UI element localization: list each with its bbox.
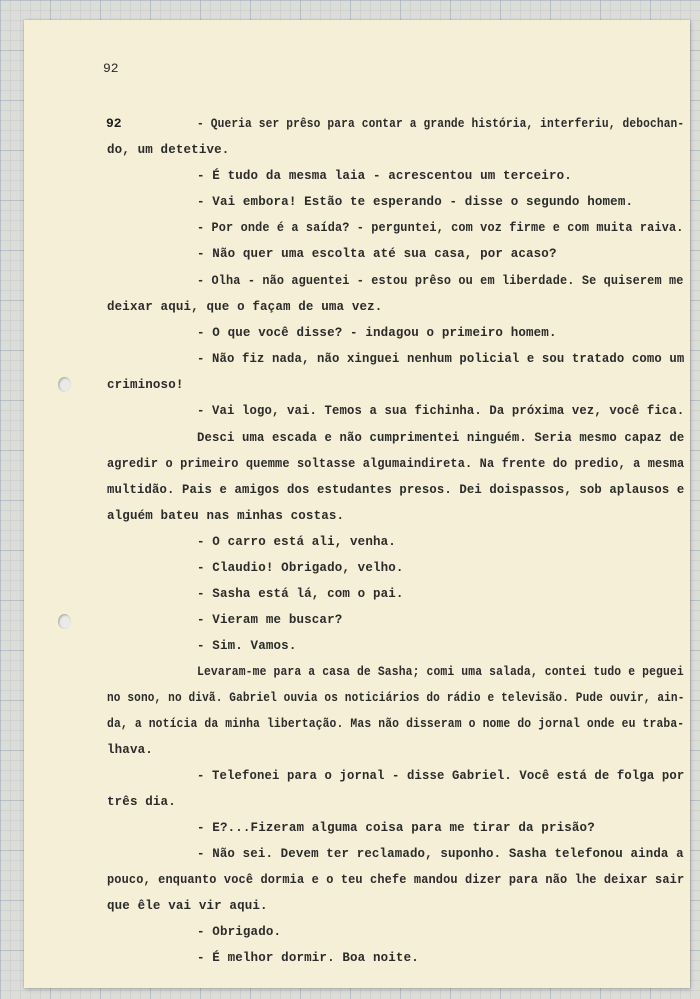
text-line: - Claudio! Obrigado, velho. [197, 561, 404, 575]
text-line: criminoso! [107, 378, 184, 392]
text-line: - O que você disse? - indagou o primeiro homem. [197, 326, 557, 340]
text-line: alguém bateu nas minhas costas. [107, 509, 345, 523]
margin-page-number: 92 [106, 116, 122, 131]
text-line: - Não sei. Devem ter reclamado, suponho. Sasha telefonou ainda a [197, 847, 684, 861]
text-line: - Sasha está lá, com o pai. [197, 587, 404, 601]
text-line: - Vai logo, vai. Temos a sua fichinha. Da próxima vez, você fica. [197, 404, 685, 418]
text-line: pouco, enquanto você dormia e o teu chefe mandou dizer para não lhe deixar sair [107, 873, 685, 887]
text-line: - Por onde é a saída? - perguntei, com voz firme e com muita raiva. [197, 221, 684, 235]
text-line: Desci uma escada e não cumprimentei ninguém. Seria mesmo capaz de [197, 431, 685, 445]
text-line: - Vai embora! Estão te esperando - disse o segundo homem. [197, 195, 634, 209]
text-line: - Olha - não aguentei - estou prêso ou em liberdade. Se quiserem me [197, 274, 684, 288]
text-line: que êle vai vir aqui. [107, 899, 268, 913]
text-line: - Não fiz nada, não xinguei nenhum policial e sou tratado como um [197, 352, 685, 366]
text-line: no sono, no divã. Gabriel ouvia os noticiários do rádio e televisão. Pude ouvir, ain- [107, 691, 685, 705]
text-line: - É tudo da mesma laia - acrescentou um terceiro. [197, 169, 572, 183]
text-line: três dia. [107, 795, 176, 809]
page-number: 92 [103, 61, 119, 76]
typewritten-page [24, 20, 690, 988]
text-line: - É melhor dormir. Boa noite. [197, 951, 419, 965]
text-line: - Telefonei para o jornal - disse Gabriel. Você está de folga por [197, 769, 685, 783]
text-line: - Obrigado. [197, 925, 282, 939]
text-line: - E?...Fizeram alguma coisa para me tirar da prisão? [197, 821, 595, 835]
text-line: - Não quer uma escolta até sua casa, por acaso? [197, 247, 557, 261]
text-line: - Queria ser prêso para contar a grande história, interferiu, debochan- [197, 117, 685, 131]
body-text [24, 20, 690, 988]
text-line: - Sim. Vamos. [197, 639, 297, 653]
text-line: - O carro está ali, venha. [197, 535, 396, 549]
text-line: Levaram-me para a casa de Sasha; comi uma salada, contei tudo e peguei [197, 665, 684, 679]
text-line: multidão. Pais e amigos dos estudantes presos. Dei doispassos, sob aplausos e [107, 483, 685, 497]
text-line: deixar aqui, que o façam de uma vez. [107, 300, 383, 314]
text-line: da, a notícia da minha libertação. Mas não disseram o nome do jornal onde eu traba- [107, 717, 685, 731]
text-line: do, um detetive. [107, 143, 230, 157]
text-line: - Vieram me buscar? [197, 613, 343, 627]
text-line: agredir o primeiro quemme soltasse algumaindireta. Na frente do predio, a mesma [107, 457, 685, 471]
text-line: lhava. [107, 743, 153, 757]
